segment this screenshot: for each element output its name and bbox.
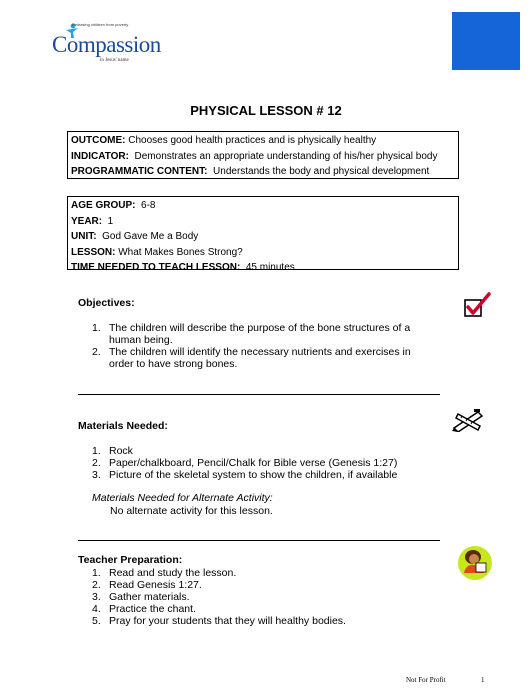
outcome-box [67,131,459,179]
year-row [71,214,455,230]
age-row [71,198,455,214]
lesson-value: What Makes Bones Strong? [115,246,243,258]
list-item: 2. The children will identify the necessary nutrients and exercises in order to have strong bones. [92,346,411,370]
list-item: 2. Paper/chalkboard, Pencil/Chalk for Bible verse (Genesis 1:27) [92,457,398,469]
alternate-materials-heading: Materials Needed for Alternate Activity: [92,492,273,504]
unit-value: God Gave Me a Body [96,231,199,242]
content-label: PROGRAMMATIC CONTENT: [71,166,208,177]
time-value: 45 minutes [240,262,295,273]
indicator-label: INDICATOR: [71,150,129,162]
preparation-list [78,567,448,627]
logo-subline: in Jesus' name [100,58,129,63]
indicator-row [71,149,455,165]
list-item: 1. The children will describe the purpose of the bone structures of a human being. [92,322,411,346]
materials-list [78,445,448,481]
list-item: 1. Rock [92,445,133,457]
age-value: 6-8 [135,200,156,211]
footer-not-for-profit: Not For Profit [406,676,446,684]
indicator-value: Demonstrates an appropriate understanding of his/her physical body [128,150,438,162]
list-item: 5. Pray for your students that they will healthy bodies. [92,615,346,627]
lesson-info-box [67,196,459,273]
time-row [71,260,455,276]
divider [78,540,440,541]
list-item: 4. Practice the chant. [92,603,196,615]
year-label: YEAR: [71,215,103,227]
alternate-materials-text: No alternate activity for this lesson. [110,505,273,517]
lesson-label: LESSON: [71,246,116,258]
accent-block [452,12,520,70]
unit-row [71,229,455,245]
outcome-label: OUTCOME: [71,135,126,146]
unit-label: UNIT: [71,231,97,242]
logo-tagline: Releasing children from poverty [72,22,129,27]
content-row [71,164,455,180]
pencil-ruler-icon [450,406,486,432]
lesson-row [71,245,455,261]
page-title: PHYSICAL LESSON # 12 [190,103,342,118]
materials-heading: Materials Needed: [78,420,168,432]
list-item: 1. Read and study the lesson. [92,567,237,579]
page-number: 1 [481,676,485,684]
content-value: Understands the body and physical development [207,166,430,177]
divider [78,394,440,395]
outcome-row [71,133,455,149]
objectives-heading: Objectives: [78,297,135,309]
list-item: 2. Read Genesis 1:27. [92,579,202,591]
compassion-logo [52,22,162,68]
objectives-list [78,322,438,370]
outcome-value: Chooses good health practices and is physically healthy [125,135,377,146]
preparation-heading: Teacher Preparation: [78,554,183,566]
year-value: 1 [102,215,114,227]
logo-wordmark: Compassion [52,32,161,57]
teacher-reading-icon [456,543,494,583]
checkmark-icon [463,292,491,318]
list-item: 3. Picture of the skeletal system to show the children, if available [92,469,398,481]
age-label: AGE GROUP: [71,200,136,211]
time-label: TIME NEEDED TO TEACH LESSON: [71,262,241,273]
list-item: 3. Gather materials. [92,591,190,603]
